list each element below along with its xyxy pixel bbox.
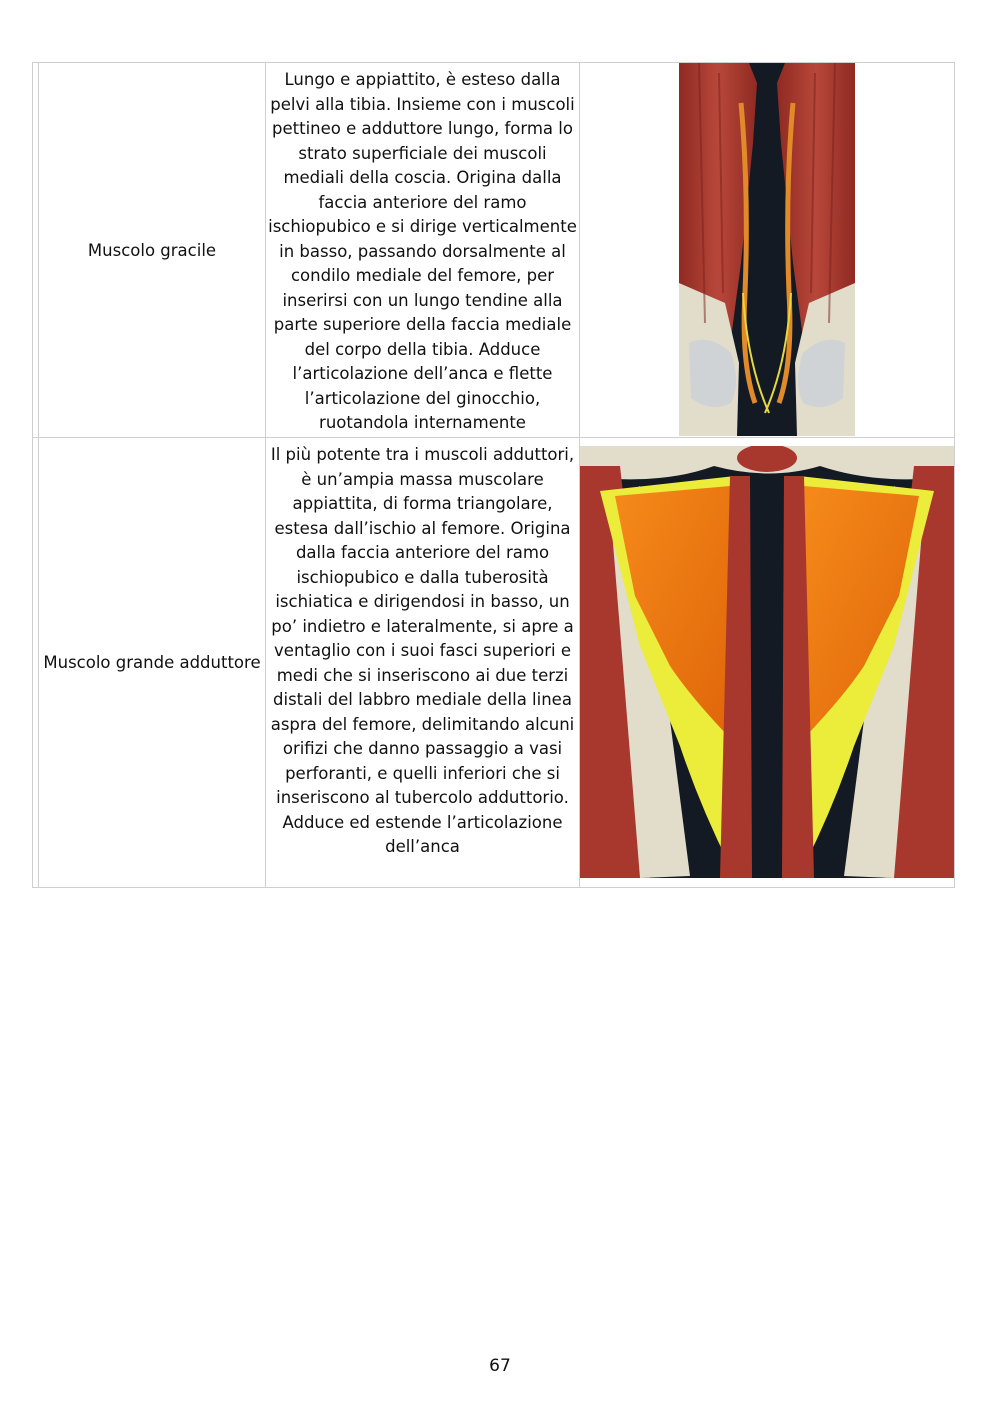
table-spacer-cell bbox=[32, 438, 39, 887]
muscle-name-cell bbox=[39, 438, 266, 887]
muscle-description: Il più potente tra i muscoli adduttori, è un’ampia massa muscolare appiattita, di forma triangolare, estesa dall’ischio al femore. Origina dalla faccia anteriore del ramo ischiopubico e dalla tuberosità ischiatica e dirigendosi in basso, un po’ indietro e lateralmente, si apre a ventaglio con i suoi fasci superiori e medi che si inseriscono ai due terzi distali del labbro mediale della linea aspra del femore, delimitando alcuni orifizi che danno passaggio a vasi perforanti, e quelli inferiori che si inseriscono al tubercolo adduttorio. Adduce ed estende l’articolazione dell’anca bbox=[270, 445, 575, 856]
muscle-table bbox=[32, 62, 955, 888]
muscle-description: Lungo e appiattito, è esteso dalla pelvi alla tibia. Insieme con i muscoli pettineo e adduttore lungo, forma lo strato superficiale dei muscoli mediali della coscia. Origina dalla faccia anteriore del ramo ischiopubico e si dirige verticalmente in basso, passando dorsalmente al condilo mediale del femore, per inserirsi con un lungo tendine alla parte superiore della faccia mediale del corpo della tibia. Adduce l’articolazione dell’anca e flette l’articolazione del ginocchio, ruotandola internamente bbox=[268, 70, 577, 432]
gracilis-anatomy-image bbox=[679, 63, 855, 436]
page-number: 67 bbox=[489, 1356, 511, 1376]
muscle-description-cell bbox=[266, 438, 580, 887]
muscle-name: Muscolo grande adduttore bbox=[43, 653, 261, 672]
muscle-name: Muscolo gracile bbox=[87, 240, 217, 260]
muscle-description-cell bbox=[266, 63, 580, 437]
table-row bbox=[32, 63, 955, 438]
table-row bbox=[32, 438, 955, 888]
table-spacer-cell bbox=[32, 63, 39, 437]
muscle-image-cell bbox=[580, 438, 955, 887]
muscle-image-cell bbox=[580, 63, 955, 437]
muscle-name-cell bbox=[39, 63, 266, 437]
adductor-magnus-anatomy-image bbox=[580, 446, 954, 878]
